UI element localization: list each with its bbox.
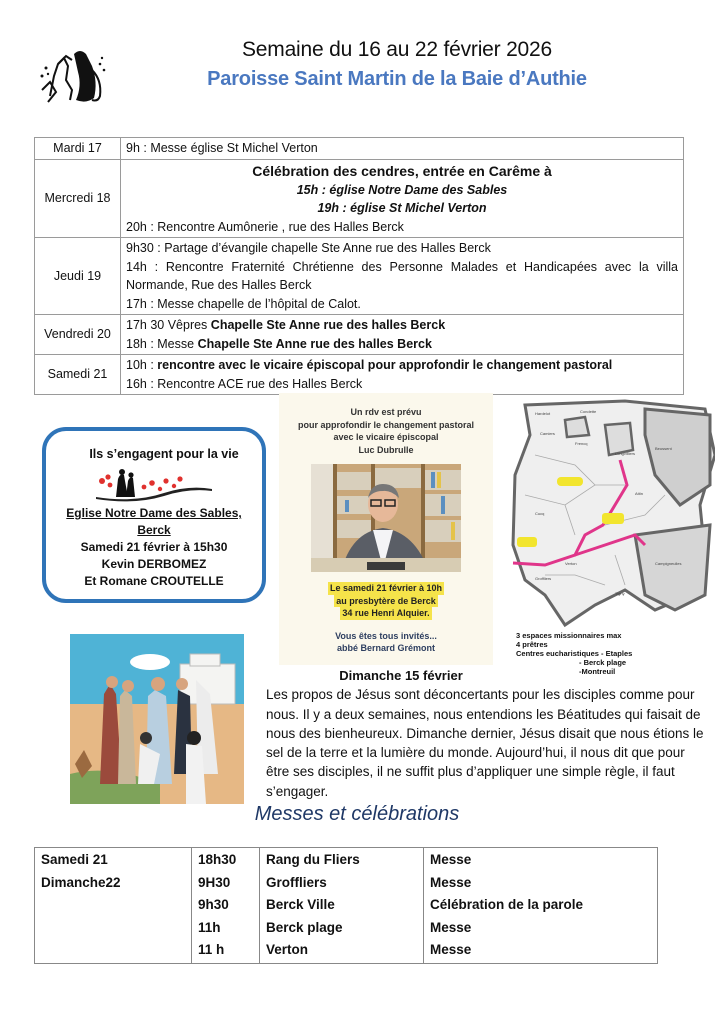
mass-place: Rang du Fliers (260, 848, 424, 872)
mass-place: Berck plage (260, 917, 424, 940)
wedding-title: Ils s’engagent pour la vie (89, 447, 239, 461)
messes-table (34, 847, 658, 964)
mass-type: Messe (424, 939, 658, 963)
day-cell: Samedi 21 (35, 355, 121, 395)
mass-time: 9h30 (192, 894, 260, 917)
reflection-body: Les propos de Jésus sont déconcertants pour les disciples comme pour nous. Il y a deux semaines, nous entendions les Béatitudes qui faisait de nous des bienheureux. Dimanche dernier, Jésus disait que nous étions le sel de la terre et la lumière du monde. Aujourd’hui, il nous dit que pour être ses disciples, il ne suffit plus d’appliquer une simple règle, il faut s’engager. (266, 687, 704, 799)
wedding-location: Eglise Notre Dame des Sables, (66, 506, 242, 520)
poster-invite-line: Vous êtes tous invités... (335, 630, 437, 641)
wedding-name: Kevin DERBOMEZ (101, 557, 207, 571)
wedding-name: Et Romane CROUTELLE (84, 574, 224, 588)
mass-day (35, 917, 192, 940)
schedule-row (35, 355, 684, 395)
event-line: 18h : Messe Chapelle Ste Anne rue des halles Berck (126, 336, 432, 351)
page-title: Semaine du 16 au 22 février 2026 (242, 38, 552, 61)
poster-highlight-line: 34 rue Henri Alquier. (342, 608, 430, 618)
svg-text:Verton: Verton (565, 561, 577, 566)
poster-line: Luc Dubrulle (358, 444, 414, 455)
mass-time: 11 h (192, 939, 260, 963)
event-line: 19h : église St Michel Verton (317, 201, 487, 215)
day-cell: Jeudi 19 (35, 238, 121, 315)
svg-text:Groffliers: Groffliers (535, 576, 552, 581)
day-cell: Mardi 17 (35, 138, 121, 160)
mass-type: Messe (424, 848, 658, 872)
event-line: 17h 30 Vêpres Chapelle Ste Anne rue des halles Berck (126, 318, 446, 332)
day-cell: Vendredi 20 (35, 315, 121, 355)
event-line: 14h : Rencontre Fraternité Chrétienne des Personne Malades et Handicapées avec la villa Normande, Rue des Halles Berck (126, 259, 678, 292)
map-legend: 3 espaces missionnaires max 4 prêtres Centres eucharistiques - Etaples - Berck plage -Montreuil (516, 631, 633, 676)
mass-time: 11h (192, 917, 260, 940)
wedding-date: Samedi 21 février à 15h30 (80, 540, 228, 554)
mass-type: Messe (424, 917, 658, 940)
mass-day (35, 894, 192, 917)
deanery-map-image (505, 395, 715, 635)
week-schedule-table (34, 137, 684, 395)
mass-type: Messe (424, 872, 658, 895)
schedule-row (35, 138, 684, 160)
svg-text:Frencq: Frencq (575, 441, 588, 446)
wedding-location-city: Berck (137, 523, 171, 537)
event-line: 15h : église Notre Dame des Sables (296, 182, 508, 197)
poster-line: Un rdv est prévu (350, 407, 422, 417)
svg-text:Beussent: Beussent (655, 446, 672, 451)
svg-text:Tigny: Tigny (615, 591, 625, 596)
svg-text:Longvilliers: Longvilliers (615, 451, 636, 456)
schedule-row (35, 238, 684, 315)
poster-line: pour approfondir le changement pastoral (297, 419, 475, 430)
event-line: 20h : Rencontre Aumônerie , rue des Halles Berck (126, 219, 404, 234)
mass-day (35, 939, 192, 963)
svg-text:Hardelot: Hardelot (535, 411, 551, 416)
sunday-reflection (266, 666, 716, 801)
reflection-title: Dimanche 15 février (339, 668, 463, 683)
svg-text:Condette: Condette (580, 409, 597, 414)
poster-line: avec le vicaire épiscopal (333, 432, 439, 442)
event-line: 16h : Rencontre ACE rue des Halles Berck (126, 376, 363, 391)
pastoral-meeting-poster (279, 393, 493, 665)
mass-row (35, 848, 658, 872)
schedule-row (35, 159, 684, 238)
ash-wednesday-heading: Célébration des cendres, entrée en Carême à (252, 162, 552, 179)
mass-place: Verton (260, 939, 424, 963)
mass-day: Dimanche22 (35, 872, 192, 895)
mass-time: 9H30 (192, 872, 260, 895)
svg-text:Campigneulles: Campigneulles (655, 561, 682, 566)
mass-day: Samedi 21 (35, 848, 192, 872)
event-line: 10h : rencontre avec le vicaire épiscopal pour approfondir le changement pastoral (126, 358, 613, 372)
event-line: 9h30 : Partage d’évangile chapelle Ste Anne rue des Halles Berck (126, 241, 491, 255)
mass-row (35, 939, 658, 963)
event-line: 9h : Messe église St Michel Verton (126, 141, 318, 155)
poster-highlight-line: au presbytère de Berck (336, 595, 436, 606)
svg-text:Attin: Attin (635, 491, 644, 496)
jesus-disciples-illustration (70, 634, 244, 804)
svg-text:Camiers: Camiers (540, 431, 555, 436)
day-cell: Mercredi 18 (35, 159, 121, 238)
messes-section-title: Messes et célébrations (254, 803, 460, 825)
portrait-photo (311, 464, 461, 572)
mass-place: Berck Ville (260, 894, 424, 917)
event-line: 17h : Messe chapelle de l’hôpital de Calot. (126, 296, 361, 311)
poster-invite-line: abbé Bernard Grémont (336, 643, 436, 653)
poster-highlight-line: Le samedi 21 février à 10h (329, 583, 443, 593)
svg-text:Cucq: Cucq (535, 511, 545, 516)
couple-silhouette-hearts-icon (94, 467, 214, 503)
mass-row (35, 917, 658, 940)
mass-row (35, 894, 658, 917)
wedding-announcement-box (42, 427, 266, 603)
schedule-row (35, 315, 684, 355)
mass-row (35, 872, 658, 895)
mass-time: 18h30 (192, 848, 260, 872)
parish-name: Paroisse Saint Martin de la Baie d’Authie (207, 68, 587, 90)
mass-place: Groffliers (260, 872, 424, 895)
mass-type: Célébration de la parole (424, 894, 658, 917)
